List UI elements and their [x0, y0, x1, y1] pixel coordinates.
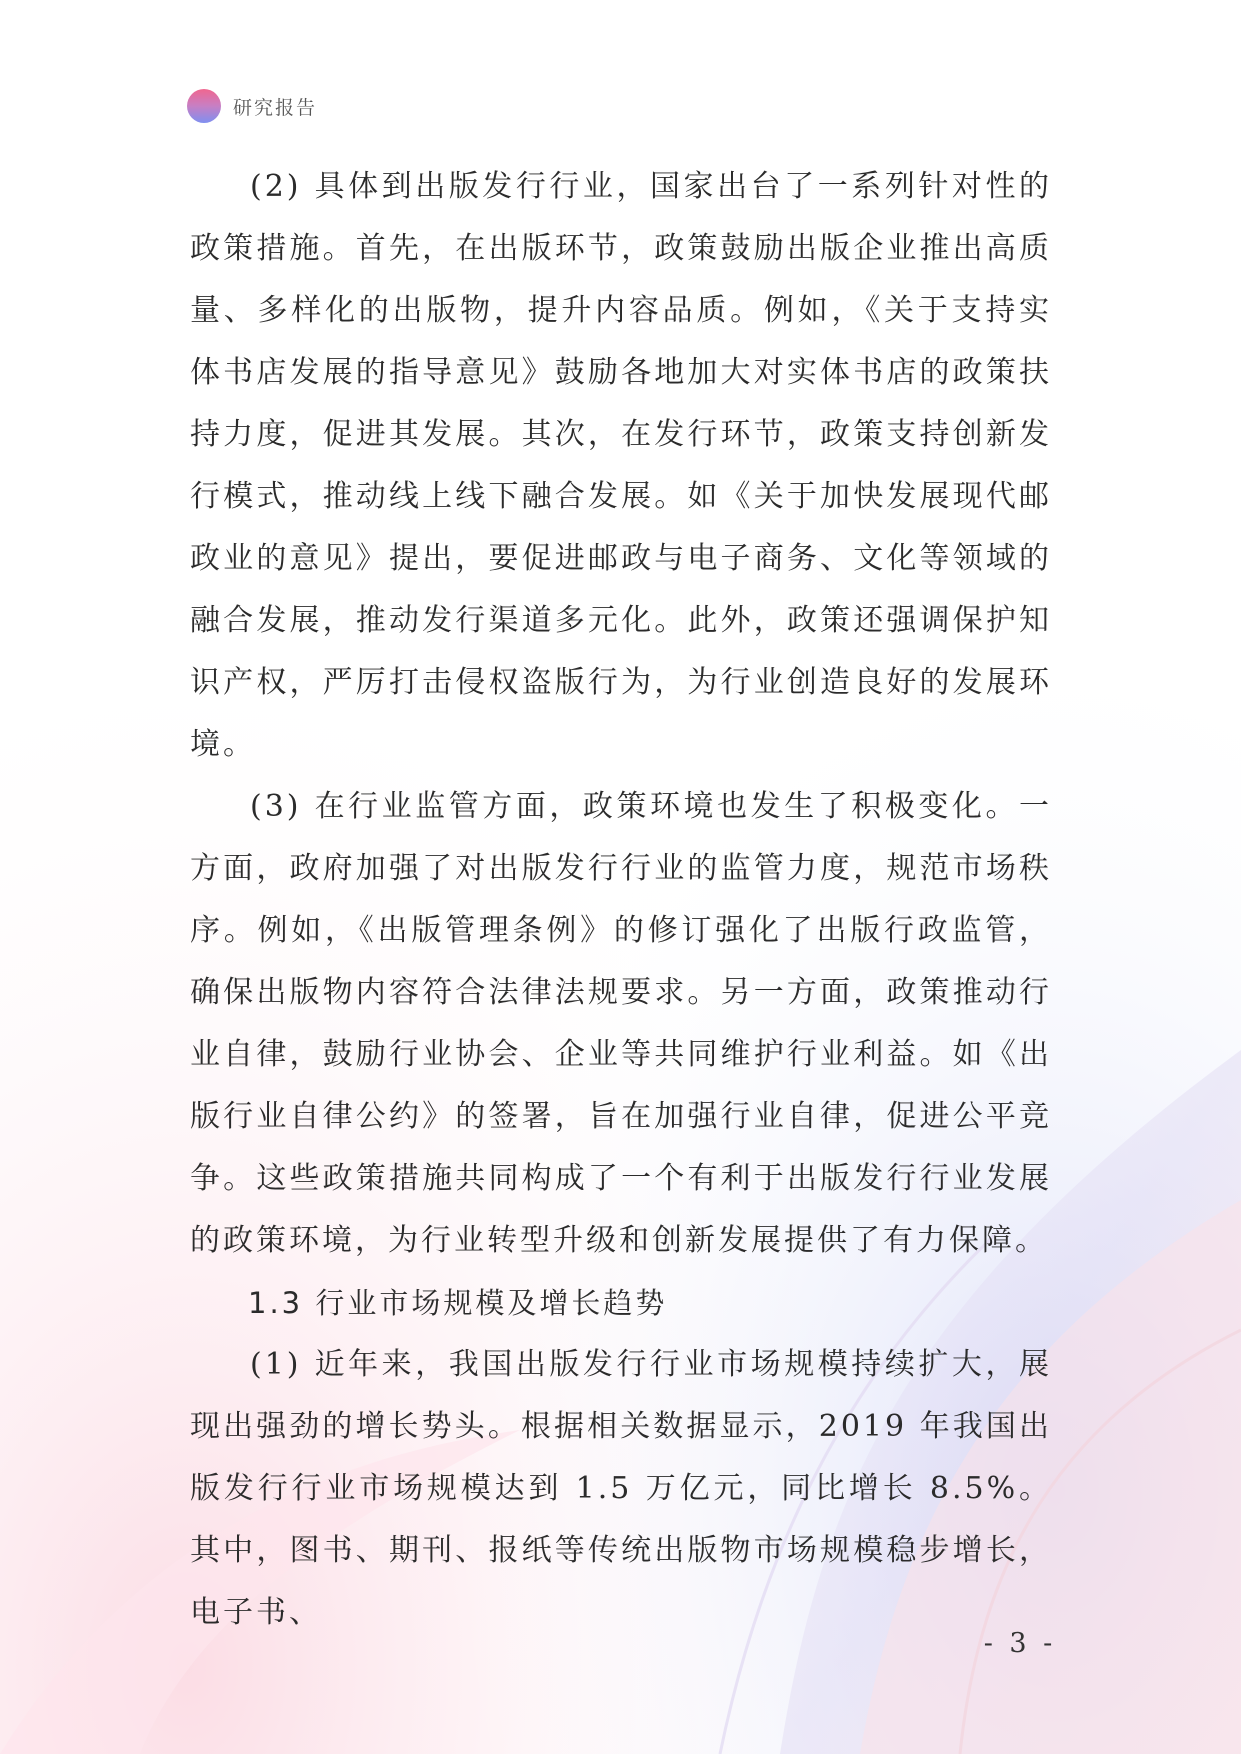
section-heading: 1.3 行业市场规模及增长趋势 [248, 1286, 668, 1320]
header-title: 研究报告 [233, 96, 318, 119]
paragraph-regulation: (3) 在行业监管方面，政策环境也发生了积极变化。一方面，政府加强了对出版发行行业的监管力度，规范市场秩序。例如，《出版管理条例》的修订强化了出版行政监管，确保出版物内容符合法律法规要求。另一方面，政策推动行业自律，鼓励行业协会、企业等共同维护行业利益。如《出版行业自律公约》的签署，旨在加强行业自律，促进公平竞争。这些政策措施共同构成了一个有利于出版发行行业发展的政策环境，为行业转型升级和创新发展提供了有力保障。 [190, 789, 1052, 1258]
report-logo-icon [187, 89, 221, 123]
document-body [190, 156, 1052, 1644]
paragraph-market-size: (1) 近年来，我国出版发行行业市场规模持续扩大，展现出强劲的增长势头。根据相关数据显示，2019 年我国出版发行行业市场规模达到 1.5 万亿元，同比增长 8.5%。其中，图书、期刊、报纸等传统出版物市场规模稳步增长，电子书、 [190, 1347, 1052, 1630]
page-header [187, 89, 317, 123]
page-number: - 3 - [983, 1628, 1057, 1659]
paragraph-policy-measures: (2) 具体到出版发行行业，国家出台了一系列针对性的政策措施。首先，在出版环节，政策鼓励出版企业推出高质量、多样化的出版物，提升内容品质。例如，《关于支持实体书店发展的指导意见》鼓励各地加大对实体书店的政策扶持力度，促进其发展。其次，在发行环节，政策支持创新发行模式，推动线上线下融合发展。如《关于加快发展现代邮政业的意见》提出，要促进邮政与电子商务、文化等领域的融合发展，推动发行渠道多元化。此外，政策还强调保护知识产权，严厉打击侵权盗版行为，为行业创造良好的发展环境。 [190, 169, 1052, 762]
